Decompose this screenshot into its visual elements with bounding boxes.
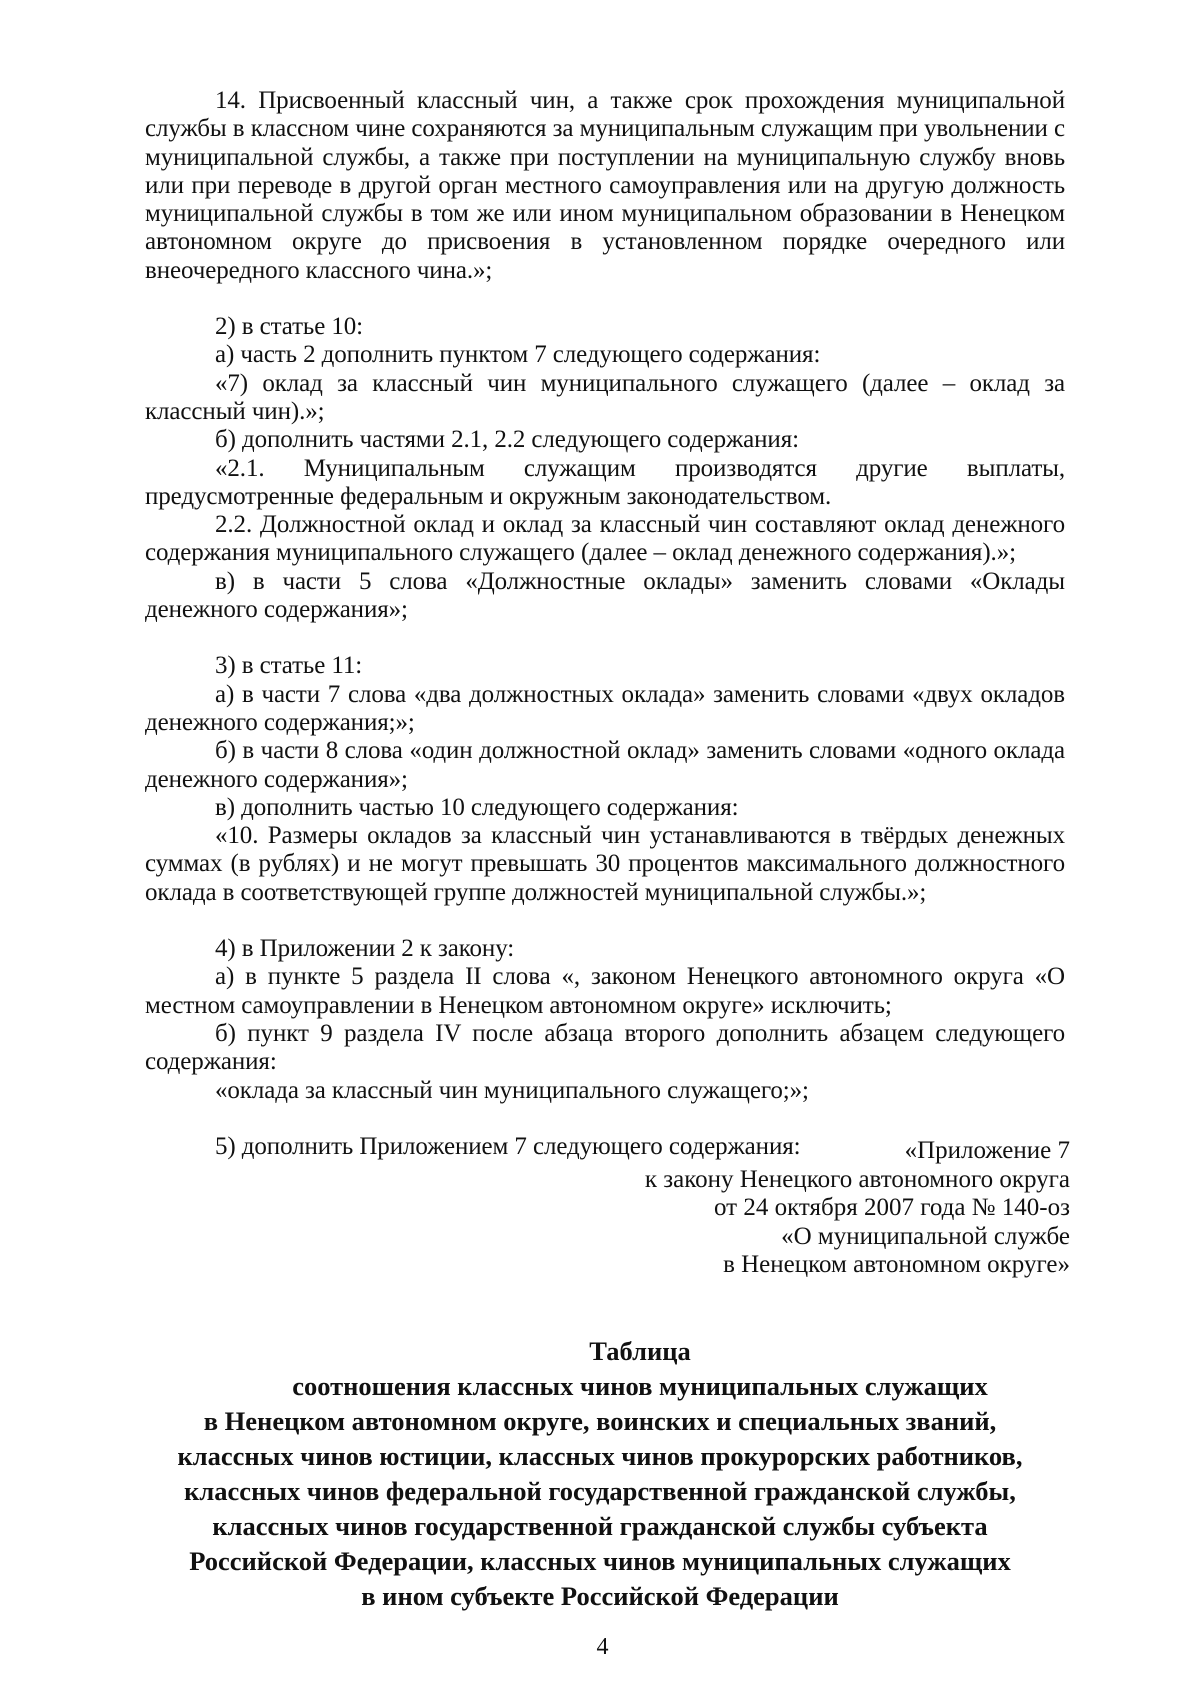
paragraph-article-10-a: а) часть 2 дополнить пунктом 7 следующего содержания:	[215, 341, 821, 369]
paragraph-article-11-c: в) дополнить частью 10 следующего содержания:	[215, 793, 739, 821]
table-title-line: соотношения классных чинов муниципальных служащих	[292, 1371, 988, 1401]
page-number	[0, 1633, 1200, 1661]
paragraph-appendix-2-a: а) в пункте 5 раздела II слова «, законом Ненецкого автономного округа «О местном самоуправлении в Ненецком автономном округе» исключить;	[145, 963, 1065, 1019]
paragraph-article-10-2-1: «2.1. Муниципальным служащим производятся другие выплаты, предусмотренные федеральным и окружным законодательством.	[145, 454, 1065, 510]
paragraph-article-11-a: а) в части 7 слова «два должностных оклада» заменить словами «двух окладов денежного содержания;»;	[145, 680, 1065, 736]
paragraph-article-10-2-2: 2.2. Должностной оклад и оклад за классный чин составляют оклад денежного содержания муниципального служащего (далее – оклад денежного содержания).»;	[145, 511, 1065, 567]
table-title-line: классных чинов федеральной государственной гражданской службы,	[184, 1476, 1016, 1506]
table-title-line: в Ненецком автономном округе, воинских и специальных званий,	[203, 1406, 997, 1436]
paragraph-article-10-b: б) дополнить частями 2.1, 2.2 следующего содержания:	[215, 426, 799, 454]
paragraph-article-10-c: в) в части 5 слова «Должностные оклады» заменить словами «Оклады денежного содержания»;	[145, 567, 1065, 624]
appendix-header-line: «О муниципальной службе	[781, 1222, 1070, 1250]
table-title-line: классных чинов юстиции, классных чинов прокурорских работников,	[177, 1441, 1023, 1471]
paragraph-article-11-b: б) в части 8 слова «один должностной оклад» заменить словами «одного оклада денежного содержания»;	[145, 737, 1065, 793]
table-title-line: Российской Федерации, классных чинов муниципальных служащих	[189, 1546, 1011, 1576]
appendix-header-line: к закону Ненецкого автономного округа	[644, 1165, 1070, 1193]
paragraph-appendix-2-b-text: «оклада за классный чин муниципального служащего;»;	[215, 1076, 809, 1104]
paragraph-item-14: 14. Присвоенный классный чин, а также срок прохождения муниципальной службы в классном чине сохраняются за муниципальным служащим при увольнении с муниципальной службы, а также при поступлении на муниципальную службу вновь или при переводе в другой орган местного самоуправления или на другую должность муниципальной службы в том же или ином муниципальном образовании в Ненецком автономном округе до присвоения в установленном порядке очередного или внеочередного классного чина.»;	[145, 87, 1065, 284]
paragraph-appendix-2-heading: 4) в Приложении 2 к закону:	[215, 935, 515, 963]
table-title-line: в ином субъекте Российской Федерации	[361, 1581, 839, 1611]
paragraph-article-11-heading: 3) в статье 11:	[215, 652, 363, 680]
appendix-header-block	[470, 1137, 1070, 1280]
table-title-heading: Таблица	[589, 1336, 691, 1366]
table-title-line: классных чинов государственной гражданской службы субъекта	[212, 1511, 988, 1541]
appendix-header-line: от 24 октября 2007 года № 140-оз	[713, 1194, 1070, 1221]
paragraph-article-10-heading: 2) в статье 10:	[215, 313, 364, 341]
page-number-text: 4	[596, 1634, 609, 1660]
paragraph-appendix-2-b: б) пункт 9 раздела IV после абзаца второго дополнить абзацем следующего содержания:	[145, 1019, 1065, 1076]
table-title-block	[100, 1334, 1100, 1614]
paragraph-appendix-7-heading: 5) дополнить Приложением 7 следующего содержания:	[215, 1132, 801, 1160]
document-body	[145, 87, 1065, 1161]
appendix-header-line: в Ненецком автономном округе»	[723, 1251, 1070, 1278]
paragraph-article-10-a-text: «7) оклад за классный чин муниципального служащего (далее – оклад за классный чин).»;	[145, 369, 1065, 425]
appendix-header-line: «Приложение 7	[904, 1137, 1070, 1164]
paragraph-article-11-10: «10. Размеры окладов за классный чин устанавливаются в твёрдых денежных суммах (в рублях) и не могут превышать 30 процентов максимального должностного оклада в соответствующей группе должностей муниципальной службы.»;	[145, 822, 1065, 906]
